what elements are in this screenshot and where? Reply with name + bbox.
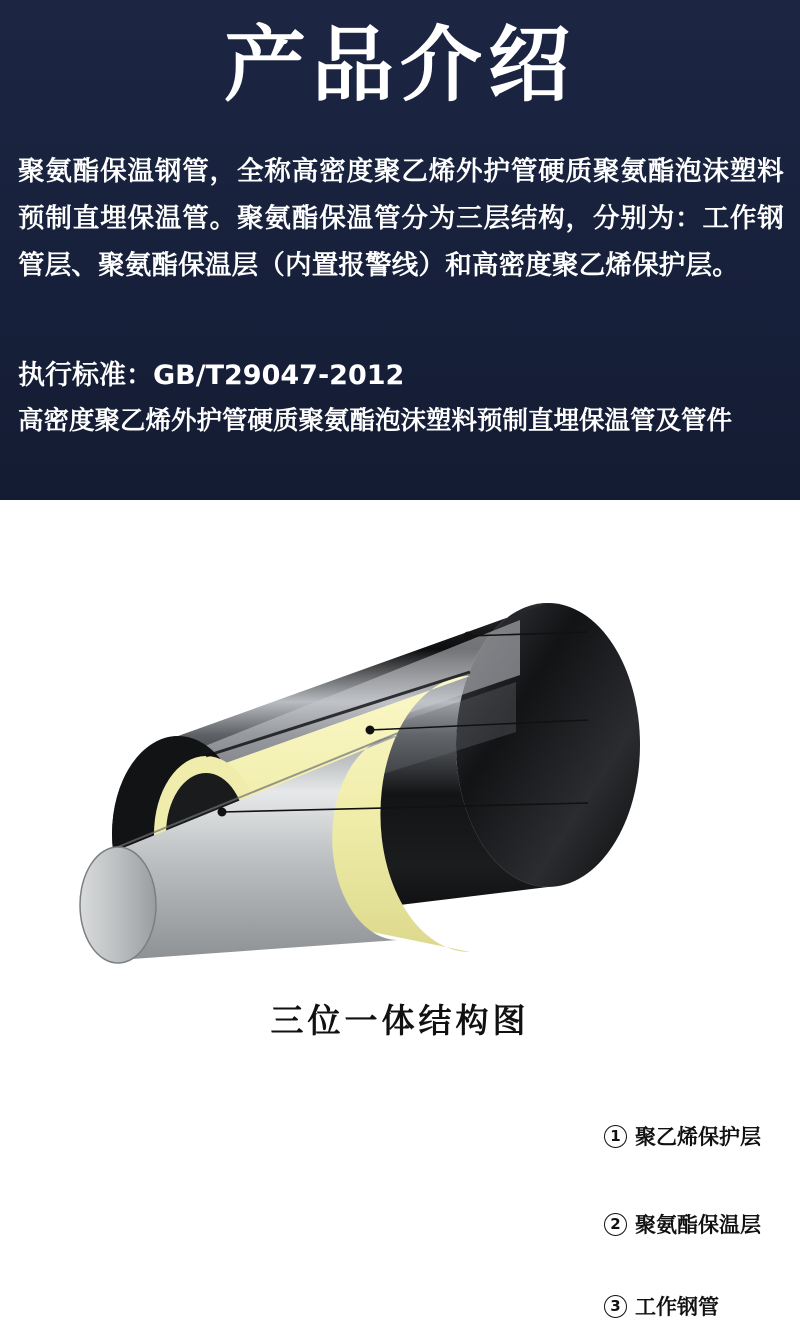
callout-label: 工作钢管 [635,1295,719,1319]
header-banner [0,0,800,500]
figure-caption: 三位一体结构图 [270,1001,530,1040]
callout-label: 聚氨酯保温层 [635,1213,761,1237]
execution-standard: 执行标准：GB/T29047-2012 [18,360,405,391]
callout-label: 聚乙烯保护层 [635,1125,761,1149]
standard-full-name: 高密度聚乙烯外护管硬质聚氨酯泡沫塑料预制直埋保温管及管件 [18,406,733,436]
page-title: 产品介绍 [223,18,576,113]
callout-number: 3 [604,1295,627,1318]
callout-2-polyurethane-insulation-layer [604,1209,761,1239]
callout-number: 1 [604,1125,627,1148]
callout-number: 2 [604,1213,627,1236]
pipe-cutaway-illustration [0,500,800,1020]
callout-3-working-steel-pipe [604,1291,719,1321]
structure-figure [0,500,800,1319]
product-description: 聚氨酯保温钢管，全称高密度聚乙烯外护管硬质聚氨酯泡沫塑料预制直埋保温管。聚氨酯保温管分为三层结构，分别为：工作钢管层、聚氨酯保温层（内置报警线）和高密度聚乙烯保护层。 [18,156,784,281]
callout-1-hdpe-protection-layer [604,1121,761,1151]
